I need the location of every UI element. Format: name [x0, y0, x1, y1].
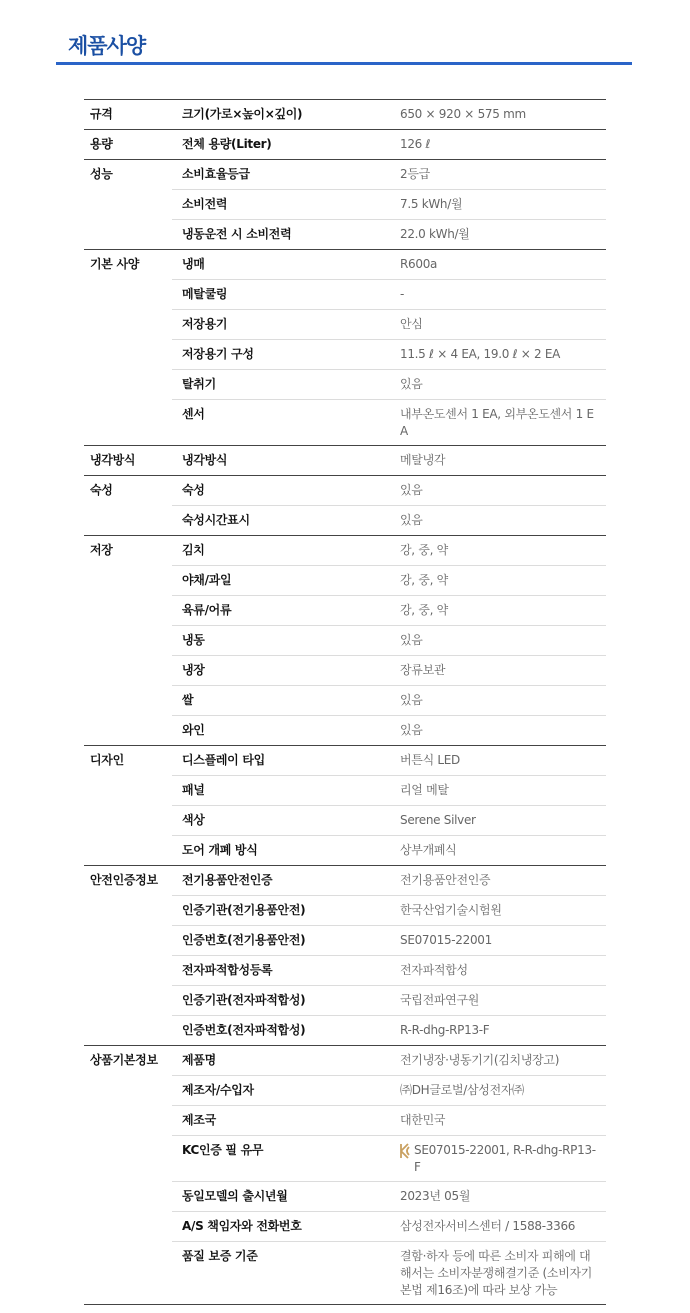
spec-category: 냉각방식 [84, 446, 172, 476]
spec-row [84, 866, 606, 896]
spec-row [84, 130, 606, 160]
spec-row [84, 746, 606, 776]
spec-item-value: 리얼 메탈 [394, 776, 606, 806]
spec-item-value: 강, 중, 약 [394, 596, 606, 626]
spec-item-label: 냉각방식 [172, 446, 394, 476]
spec-item-value: 삼성전자서비스센터 / 1588-3366 [394, 1212, 606, 1242]
spec-item-value: 대한민국 [394, 1106, 606, 1136]
spec-item-value: 버튼식 LED [394, 746, 606, 776]
spec-item-value: 7.5 kWh/월 [394, 190, 606, 220]
spec-item-value: 전자파적합성 [394, 956, 606, 986]
spec-item-label: 동일모델의 출시년월 [172, 1182, 394, 1212]
spec-item-value: 있음 [394, 370, 606, 400]
spec-item-value: 있음 [394, 476, 606, 506]
spec-item-label: 도어 개폐 방식 [172, 836, 394, 866]
spec-item-label: 인증번호(전자파적합성) [172, 1016, 394, 1046]
spec-row [84, 1046, 606, 1076]
spec-item-label: 냉동 [172, 626, 394, 656]
spec-item-label: 제조자/수입자 [172, 1076, 394, 1106]
spec-item-label: 품질 보증 기준 [172, 1242, 394, 1305]
spec-category: 디자인 [84, 746, 172, 866]
spec-item-label: 센서 [172, 400, 394, 446]
spec-item-value: 전기용품안전인증 [394, 866, 606, 896]
spec-item-value: 안심 [394, 310, 606, 340]
spec-item-label: 저장용기 [172, 310, 394, 340]
kc-value-text: SE07015-22001, R-R-dhg-RP13-F [414, 1143, 596, 1174]
spec-row [84, 476, 606, 506]
spec-item-value: 11.5 ℓ × 4 EA, 19.0 ℓ × 2 EA [394, 340, 606, 370]
spec-item-value: 650 × 920 × 575 mm [394, 100, 606, 130]
spec-category: 안전인증정보 [84, 866, 172, 1046]
spec-item-value: 있음 [394, 716, 606, 746]
spec-item-value: SE07015-22001 [394, 926, 606, 956]
spec-category: 규격 [84, 100, 172, 130]
spec-item-label: 냉동운전 시 소비전력 [172, 220, 394, 250]
spec-item-label: 와인 [172, 716, 394, 746]
spec-item-value: 결함·하자 등에 따른 소비자 피해에 대해서는 소비자분쟁해결기준 (소비자기본법 제16조)에 따라 보상 가능 [394, 1242, 606, 1305]
spec-item-label: 소비전력 [172, 190, 394, 220]
spec-item-value: R600a [394, 250, 606, 280]
spec-item-value: 국립전파연구원 [394, 986, 606, 1016]
spec-item-value: 있음 [394, 506, 606, 536]
spec-item-value: 22.0 kWh/월 [394, 220, 606, 250]
spec-row [84, 100, 606, 130]
spec-item-label: 메탈쿨링 [172, 280, 394, 310]
spec-item-value: 있음 [394, 686, 606, 716]
spec-item-label: 크기(가로×높이×깊이) [172, 100, 394, 130]
spec-item-label: 색상 [172, 806, 394, 836]
spec-item-value [394, 1136, 606, 1182]
spec-category: 용량 [84, 130, 172, 160]
spec-item-value: 메탈냉각 [394, 446, 606, 476]
spec-item-value: 전기냉장·냉동기기(김치냉장고) [394, 1046, 606, 1076]
spec-item-label: 전체 용량(Liter) [172, 130, 394, 160]
spec-item-value: 한국산업기술시험원 [394, 896, 606, 926]
kc-certification-icon [400, 1143, 410, 1159]
spec-category: 상품기본정보 [84, 1046, 172, 1305]
kc-value-wrap [400, 1142, 598, 1176]
spec-item-value: 있음 [394, 626, 606, 656]
spec-item-label: 숙성시간표시 [172, 506, 394, 536]
spec-item-label: 저장용기 구성 [172, 340, 394, 370]
spec-item-value: 상부개폐식 [394, 836, 606, 866]
spec-item-label: 냉매 [172, 250, 394, 280]
spec-item-label: 인증기관(전기용품안전) [172, 896, 394, 926]
spec-item-label: 전자파적합성등록 [172, 956, 394, 986]
spec-item-value: 내부온도센서 1 EA, 외부온도센서 1 EA [394, 400, 606, 446]
page-title: 제품사양 [68, 34, 146, 58]
spec-item-value: 126 ℓ [394, 130, 606, 160]
spec-item-label: 육류/어류 [172, 596, 394, 626]
spec-category: 숙성 [84, 476, 172, 536]
spec-item-value: 강, 중, 약 [394, 566, 606, 596]
spec-category: 저장 [84, 536, 172, 746]
spec-item-value: 장류보관 [394, 656, 606, 686]
spec-table-body [84, 100, 606, 1305]
spec-item-value: 2023년 05월 [394, 1182, 606, 1212]
spec-item-value: R-R-dhg-RP13-F [394, 1016, 606, 1046]
spec-item-label: 패널 [172, 776, 394, 806]
spec-category: 성능 [84, 160, 172, 250]
spec-item-label: 숙성 [172, 476, 394, 506]
spec-row [84, 446, 606, 476]
spec-item-label: 야채/과일 [172, 566, 394, 596]
spec-row [84, 160, 606, 190]
spec-item-label: 제품명 [172, 1046, 394, 1076]
spec-item-label: 디스플레이 타입 [172, 746, 394, 776]
spec-item-label: 소비효율등급 [172, 160, 394, 190]
spec-item-label: KC인증 필 유무 [172, 1136, 394, 1182]
spec-item-label: 쌀 [172, 686, 394, 716]
spec-row [84, 250, 606, 280]
spec-category: 기본 사양 [84, 250, 172, 446]
spec-item-label: 냉장 [172, 656, 394, 686]
spec-item-label: 제조국 [172, 1106, 394, 1136]
spec-item-value: 강, 중, 약 [394, 536, 606, 566]
spec-item-value: 2등급 [394, 160, 606, 190]
spec-table [84, 99, 606, 1305]
spec-item-value: Serene Silver [394, 806, 606, 836]
spec-item-label: 전기용품안전인증 [172, 866, 394, 896]
spec-item-label: 탈취기 [172, 370, 394, 400]
spec-item-label: A/S 책임자와 전화번호 [172, 1212, 394, 1242]
title-divider [56, 62, 632, 65]
spec-item-label: 인증번호(전기용품안전) [172, 926, 394, 956]
spec-row [84, 536, 606, 566]
spec-item-label: 김치 [172, 536, 394, 566]
spec-item-value: - [394, 280, 606, 310]
spec-item-value: ㈜DH글로벌/삼성전자㈜ [394, 1076, 606, 1106]
spec-item-label: 인증기관(전자파적합성) [172, 986, 394, 1016]
